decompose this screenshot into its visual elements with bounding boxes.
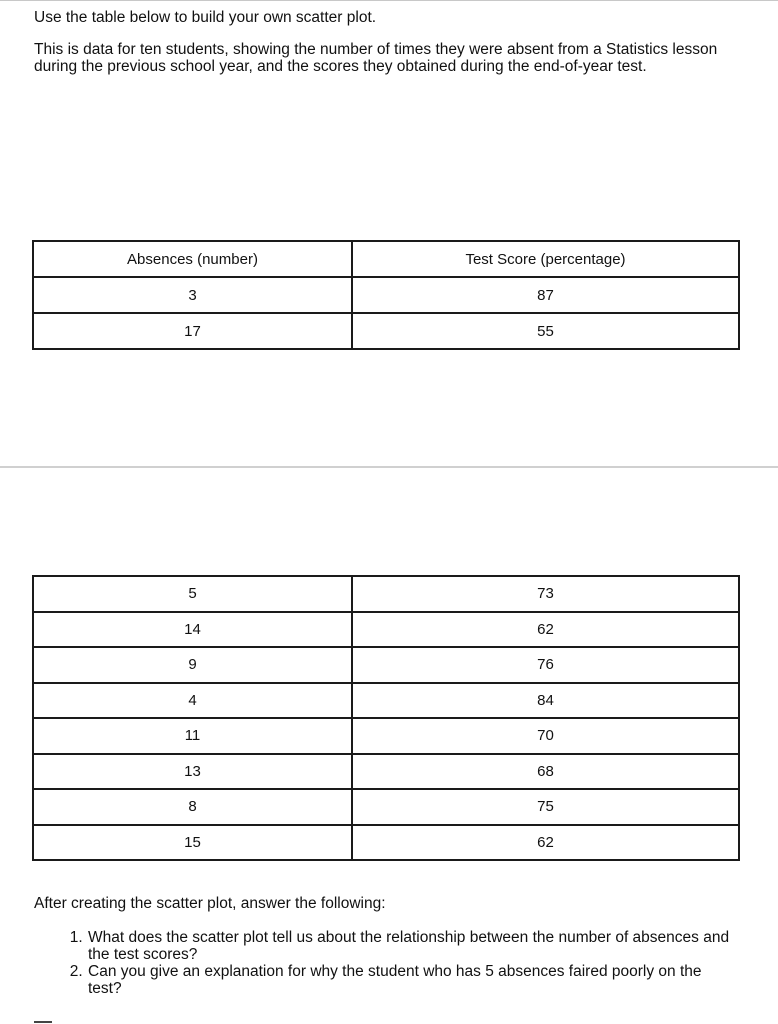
- instruction-line-2: This is data for ten students, showing the number of times they were absent from a Statistics lesson during the previous school year, and the scores they obtained during the end-of-year test.: [34, 41, 718, 75]
- table-row: [33, 789, 739, 825]
- absences-cell: 15: [33, 825, 352, 861]
- table-row: [33, 576, 739, 612]
- absences-cell: 13: [33, 754, 352, 790]
- score-cell: 62: [352, 612, 739, 648]
- table-row: [33, 277, 739, 313]
- score-cell: 73: [352, 576, 739, 612]
- score-cell: 68: [352, 754, 739, 790]
- absences-cell: 4: [33, 683, 352, 719]
- questions-list: [34, 929, 734, 997]
- absences-cell: 8: [33, 789, 352, 825]
- questions-intro: After creating the scatter plot, answer the following:: [34, 895, 386, 912]
- score-cell: 70: [352, 718, 739, 754]
- instructions: [34, 9, 734, 75]
- table-row: [33, 612, 739, 648]
- header-test-score: Test Score (percentage): [352, 241, 739, 277]
- data-table-page-2: [32, 575, 740, 861]
- question-item: 2. Can you give an explanation for why the student who has 5 absences faired poorly on the test?: [87, 963, 734, 997]
- page-top-border: [0, 0, 778, 1]
- table-row: [33, 754, 739, 790]
- score-cell: 87: [352, 277, 739, 313]
- instruction-line-1: Use the table below to build your own scatter plot.: [34, 9, 377, 26]
- truncated-text-fragment: [34, 1019, 64, 1024]
- absences-cell: 14: [33, 612, 352, 648]
- absences-cell: 5: [33, 576, 352, 612]
- absences-cell: 3: [33, 277, 352, 313]
- table-header-row: [33, 241, 739, 277]
- page-divider: [0, 466, 778, 468]
- table-row: [33, 683, 739, 719]
- score-cell: 84: [352, 683, 739, 719]
- score-cell: 76: [352, 647, 739, 683]
- table-row: [33, 647, 739, 683]
- questions-section: [34, 895, 734, 997]
- absences-cell: 11: [33, 718, 352, 754]
- score-cell: 62: [352, 825, 739, 861]
- header-absences: Absences (number): [33, 241, 352, 277]
- table-row: [33, 313, 739, 349]
- absences-cell: 17: [33, 313, 352, 349]
- table-row: [33, 825, 739, 861]
- table-row: [33, 718, 739, 754]
- score-cell: 75: [352, 789, 739, 825]
- absences-cell: 9: [33, 647, 352, 683]
- score-cell: 55: [352, 313, 739, 349]
- question-item: 1. What does the scatter plot tell us about the relationship between the number of absences and the test scores?: [87, 929, 734, 963]
- data-table-page-1: [32, 240, 740, 350]
